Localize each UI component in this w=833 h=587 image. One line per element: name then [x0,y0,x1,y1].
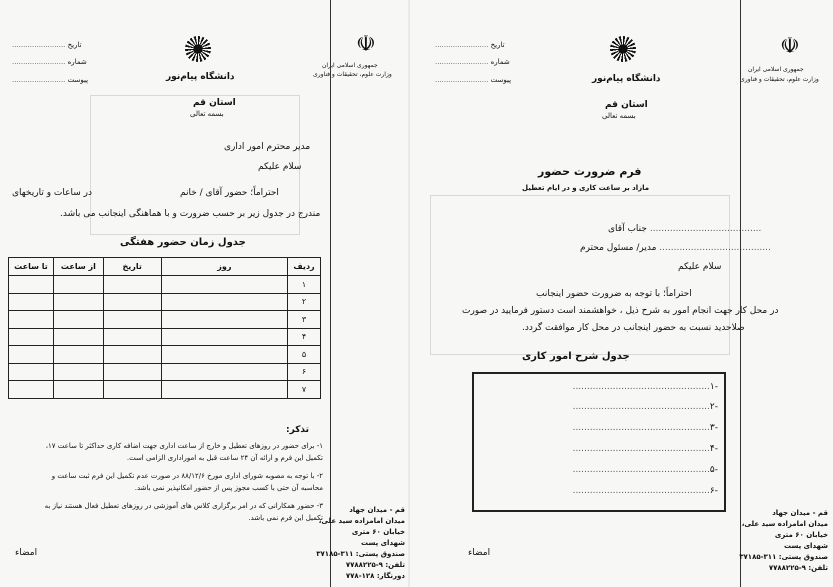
ministry-line2: وزارت علوم، تحقیقات و فناوری [740,76,819,83]
form-subtitle: مازاد بر ساعت کاری و در ایام تعطیل [522,184,650,192]
notes-list [10,440,323,524]
date-field: تاریخ ........................ [435,41,505,49]
tasks-box [472,372,726,512]
address-block: قم - میدان جهاد میدان امامزاده سید علی، خیابان ۶۰ متری شهدای پست صندوق پستی: ۳۱۱-۳۷۱۸۵ تلفن: ۹-۷۷۸۸۲۲۵ [739,509,828,572]
to-mr-field: ....................................... جناب آقای [608,224,762,234]
addressee: مدیر محترم امور اداری [224,142,311,152]
body-line-1a: احتراماً؛ حضور آقای / خانم [180,188,279,198]
signature-label: امضاء [15,548,38,558]
province-name: استان قم [193,98,236,108]
table-row: ۴ [9,328,321,346]
table-row: ۷ [9,381,321,399]
note-item: ۲- با توجه به مصوبه شورای اداری مورخ ۸۸/۱۲/۶ در صورت عدم تکمیل این فرم ثبت ساعت و محاسبه آن حتی با کسب مجوز پس از حضور امکانپذیر نمی باشد. [51,472,323,492]
signature-label: امضاء [468,548,491,558]
note-item: ۳- حضور همکارانی که در امر برگزاری کلاس های آموزشی در روزهای تعطیل فعال هستند نیاز به تکمیل این فرم نمی باشد. [44,502,323,522]
task-item[interactable]: ................................................۲- [572,402,718,412]
tasks-table-title: جدول شرح امور کاری [522,351,630,362]
body-line-2: در محل کار جهت انجام امور به شرح ذیل ، خواهشمند است دستور فرمایید در صورت [462,306,779,316]
sidebar-divider [330,0,331,587]
body-line-1: احتراماً؛ با توجه به ضرورت حضور اینجانب [536,289,692,299]
number-field: شماره ........................ [435,58,510,66]
attachment-field: پیوست ........................ [12,76,89,84]
university-name: دانشگاه پیام‌نور [166,72,235,82]
header-date: تاریخ [103,258,161,276]
date-field: تاریخ ........................ [12,41,82,49]
number-field: شماره ........................ [12,58,87,66]
table-row: ۱ [9,276,321,294]
task-item[interactable]: ................................................۶- [572,486,718,496]
table-row: ۲ [9,293,321,311]
greeting: سلام علیکم [258,162,302,172]
table-header-row [9,258,321,276]
ministry-line1: جمهوری اسلامی ایران [748,66,804,73]
note-item: ۱- برای حضور در روزهای تعطیل و خارج از ساعت اداری جهت اضافه کاری حداکثر تا ساعت ۱۷، تکمیل این فرم و ارائه آن ۲۴ ساعت قبل به اموراداری الزامی است. [45,442,323,462]
header-to-time: تا ساعت [9,258,54,276]
right-form-page [410,0,833,587]
table-row: ۳ [9,311,321,329]
table-row: ۵ [9,346,321,364]
left-form-page [0,0,408,587]
task-item[interactable]: ................................................۴- [572,444,718,454]
body-line-2: مندرج در جدول زیر بر حسب ضرورت و با هماهنگی اینجانب می باشد. [60,209,321,219]
task-item[interactable]: ................................................۳- [572,423,718,433]
university-name: دانشگاه پیام‌نور [592,74,661,84]
header-day: روز [161,258,287,276]
body-line-3: صلاحدید نسبت به حضور اینجانب در محل کار موافقت گردد. [522,323,745,333]
attendance-table-title: جدول زمان حضور هفتگی [120,237,246,248]
university-emblem-icon [185,36,211,62]
form-title: فرم ضرورت حضور [538,165,642,178]
attendance-table [8,257,321,399]
iran-emblem-icon: ☫ [780,34,800,59]
attachment-field: پیوست ........................ [435,76,512,84]
province-name: استان قم [605,100,648,110]
ministry-line1: جمهوری اسلامی ایران [322,62,378,69]
iran-emblem-icon: ☫ [356,32,376,57]
header-from-time: از ساعت [53,258,103,276]
bismillah: بسمه تعالی [602,112,636,120]
header-row-number: ردیف [288,258,321,276]
notes-title: تذکر: [286,425,310,435]
body-line-1b: در ساعات و تاریخهای [12,188,92,198]
bismillah: بسمه تعالی [190,110,224,118]
table-row: ۶ [9,363,321,381]
university-emblem-icon [610,36,636,62]
manager-field: ....................................... مدیر/ مسئول محترم [580,243,771,253]
sidebar-divider [740,0,741,587]
task-item[interactable]: ................................................۱- [572,382,718,392]
ministry-line2: وزارت علوم، تحقیقات و فناوری [313,71,392,78]
greeting: سلام علیکم [678,262,722,272]
address-block: قم - میدان جهاد میدان امامزاده سید علی، خیابان ۶۰ متری شهدای پست صندوق پستی: ۳۱۱-۳۷۱۸۵ تلفن: ۹-۷۷۸۸۲۲۵ دورنگار: ۱۲۸-۷۷۸ [316,506,405,580]
task-item[interactable]: ................................................۵- [572,465,718,475]
